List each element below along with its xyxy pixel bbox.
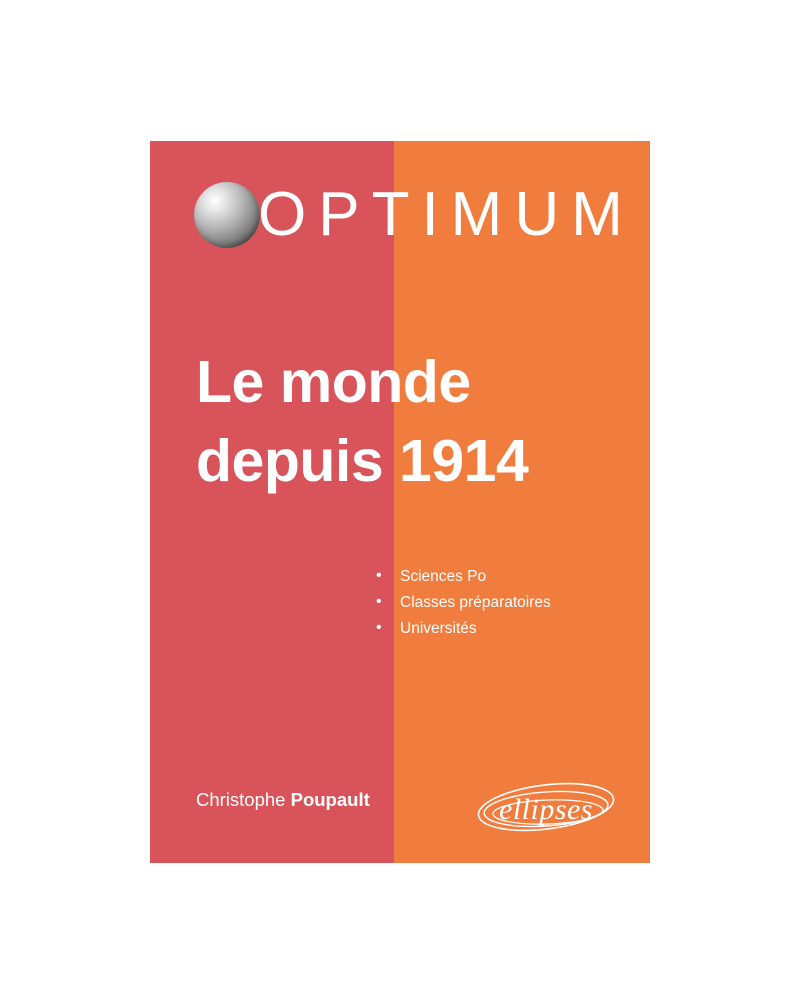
book-title-line-1: Le monde [196,349,471,415]
book-title-line-2: depuis 1914 [196,428,529,495]
sphere-icon [194,182,260,248]
book-cover [150,141,650,863]
list-item: • Classes préparatoires [374,595,624,611]
list-item: • Sciences Po [374,569,624,585]
author-name [196,789,370,811]
series-name: OPTIMUM [258,180,635,249]
audience-list [374,569,624,647]
list-item: • Universités [374,621,624,637]
author-given-name: Christophe [196,789,286,810]
publisher-name: ellipses [499,793,593,826]
publisher-logo [470,771,622,843]
book-title [196,343,626,501]
series-logo [194,174,635,256]
author-family-name: Poupault [290,789,370,810]
